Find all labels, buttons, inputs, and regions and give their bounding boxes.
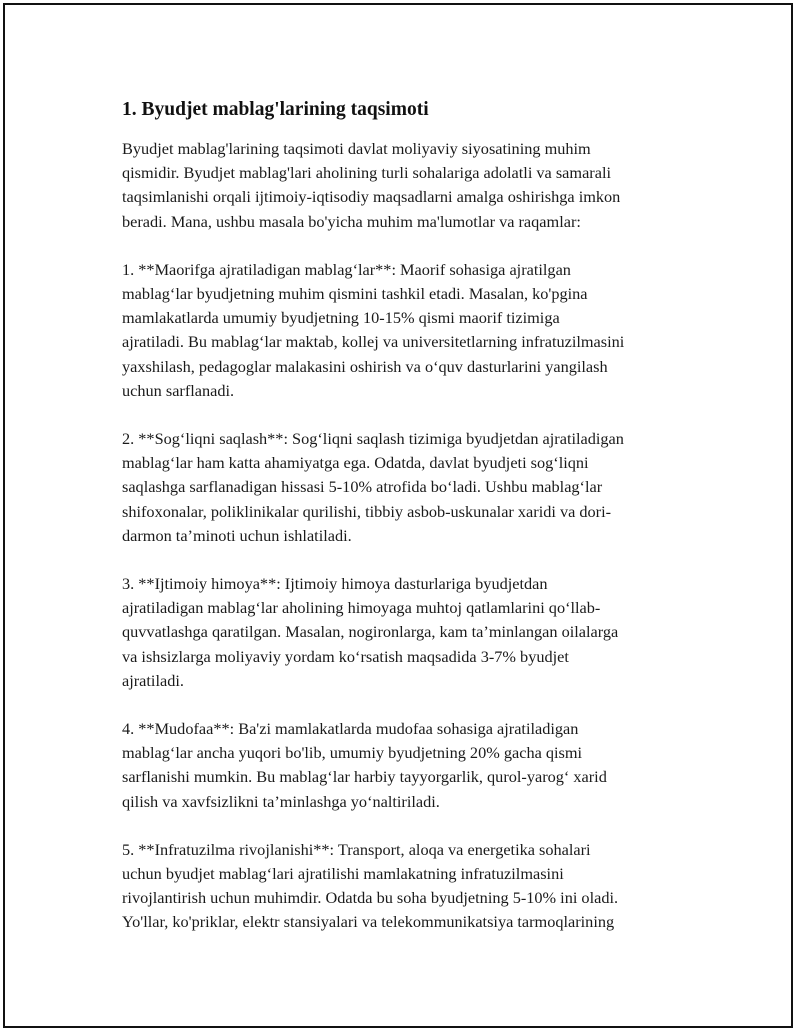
paragraph-education: 1. **Maorifga ajratiladigan mablag‘lar**: Maorif sohasiga ajratilgan mablag‘lar byudjetning muhim qismini tashkil etadi. Masalan, ko'pgina mamlakatlarda umumiy byudjetning 10-15% qismi maorif tizimiga ajratiladi. Bu mablag‘lar maktab, kollej va universitetlarning infratuzilmasini yaxshilash, pedagoglar malakasini oshirish va o‘quv dasturlarini yangilash uchun sarflanadi. [122,259,625,400]
paragraph-healthcare: 2. **Sog‘liqni saqlash**: Sog‘liqni saqlash tizimiga byudjetdan ajratiladigan mablag‘lar ham katta ahamiyatga ega. Odatda, davlat byudjeti sog‘liqni saqlashga sarflanadigan hissasi 5-10% atrofida bo‘ladi. Ushbu mablag‘lar shifoxonalar, poliklinikalar qurilishi, tibbiy asbob-uskunalar xaridi va dori- darmon ta’minoti uchun ishlatiladi. [122,429,624,545]
page-frame [3,3,793,1028]
document-body [122,95,692,959]
paragraph-defense: 4. **Mudofaa**: Ba'zi mamlakatlarda mudofaa sohasiga ajratiladigan mablag‘lar ancha yuqori bo'lib, umumiy byudjetning 20% gacha qismi sarflanishi mumkin. Bu mablag‘lar harbiy tayyorgarlik, qurol-yarog‘ xarid qilish va xavfsizlikni ta’minlashga yo‘naltiriladi. [122,719,607,811]
intro-paragraph: Byudjet mablag'larining taqsimoti davlat moliyaviy siyosatining muhim qismidir. Byudjet mablag'lari aholining turli sohalariga adolatli va samarali taqsimlanishi orqali ijtimoiy-iqtisodiy maqsadlarni amalga oshirishga imkon beradi. Mana, ushbu masala bo'yicha muhim ma'lumotlar va raqamlar: [122,139,621,231]
document-title: 1. Byudjet mablag'larining taqsimoti [122,99,429,120]
paragraph-infrastructure: 5. **Infratuzilma rivojlanishi**: Transport, aloqa va energetika sohalari uchun byudjet mablag‘lari ajratilishi mamlakatning infratuzilmasini rivojlantirish uchun muhimdir. Odatda bu soha byudjetning 5-10% ini oladi. Yo'llar, ko'priklar, elektr stansiyalari va telekommunikatsiya tarmoqlarining [122,839,619,932]
paragraph-social-protection: 3. **Ijtimoiy himoya**: Ijtimoiy himoya dasturlariga byudjetdan ajratiladigan mablag‘lar aholining himoyaga muhtoj qatlamlarini qo‘llab- quvvatlashga qaratilgan. Masalan, nogironlarga, kam ta’minlangan oilalarga va ishsizlarga moliyaviy yordam ko‘rsatish maqsadida 3-7% byudjet ajratiladi. [122,574,619,690]
